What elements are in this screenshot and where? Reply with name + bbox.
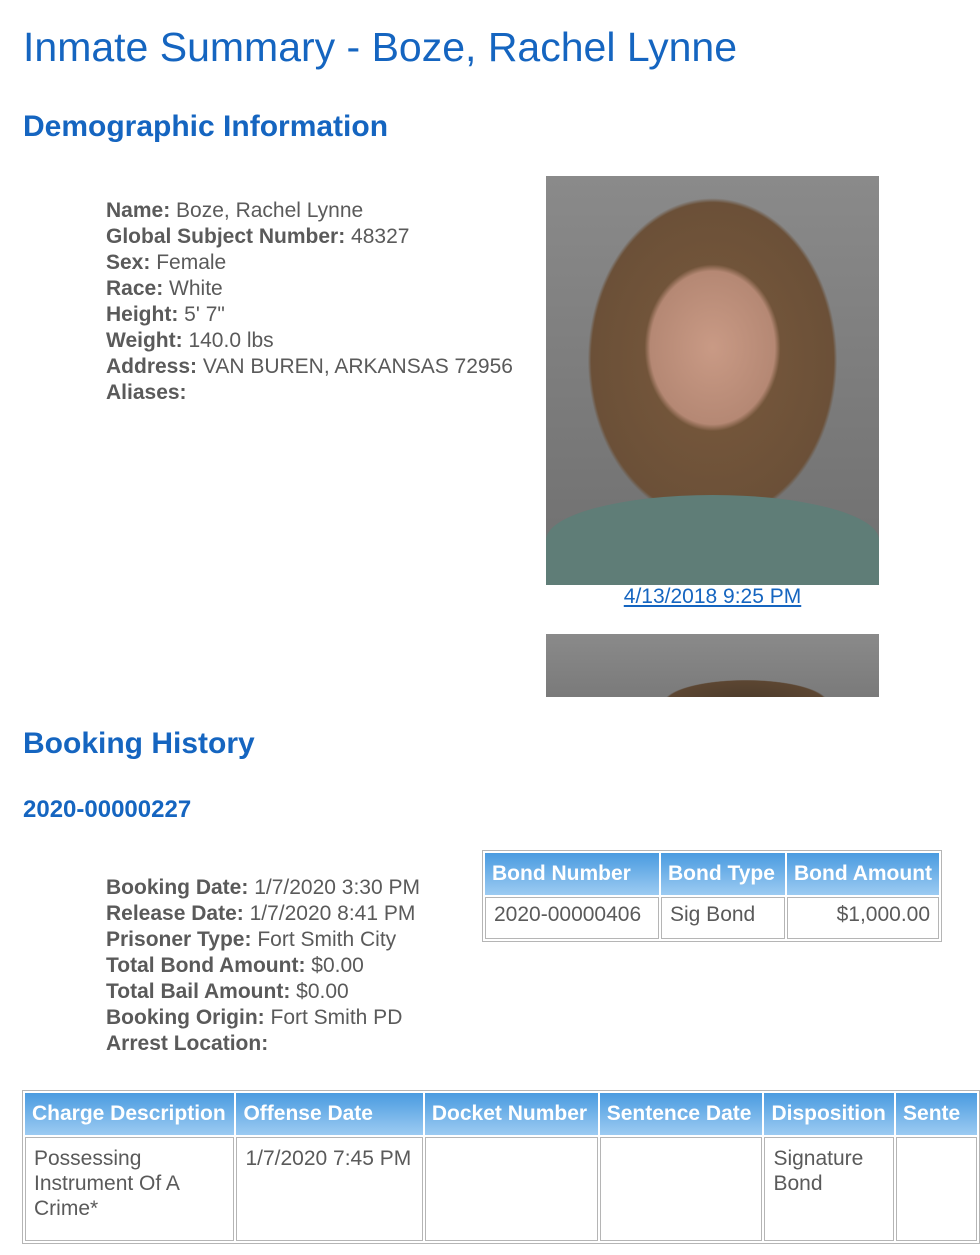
field-label: Release Date: [106,902,244,925]
page-title: Inmate Summary - Boze, Rachel Lynne [23,24,738,70]
field-arrest-location [106,1031,420,1057]
field-label: Prisoner Type: [106,928,252,951]
field-prisoner-type [106,927,420,953]
col-bond-type[interactable]: Bond Type [661,853,785,895]
docket-number-cell [425,1137,598,1241]
charges-header-row [25,1093,977,1135]
field-label: Address: [106,355,198,378]
booking-history-heading: Booking History [23,727,255,760]
field-value: $0.00 [296,980,349,1003]
col-bond-amount[interactable]: Bond Amount [787,853,939,895]
offense-date-cell: 1/7/2020 7:45 PM [236,1137,422,1241]
bond-table [482,850,942,942]
field-weight [106,328,513,354]
photo-date-link[interactable]: 4/13/2018 9:25 PM [623,585,802,608]
field-value: 1/7/2020 8:41 PM [249,902,416,925]
field-race [106,276,513,302]
field-value: 48327 [351,225,410,248]
bond-type-cell: Sig Bond [661,897,785,939]
field-total-bond-amount [106,953,420,979]
field-sex [106,250,513,276]
col-disposition[interactable]: Disposition [764,1093,894,1135]
field-booking-origin [106,1005,420,1031]
col-sentence-date[interactable]: Sentence Date [600,1093,763,1135]
demographic-info [106,198,513,406]
col-offense-date[interactable]: Offense Date [236,1093,422,1135]
table-row [25,1137,977,1241]
field-global-subject-number [106,224,513,250]
mugshot-photo-secondary[interactable] [546,634,879,697]
field-value: 1/7/2020 3:30 PM [254,876,420,899]
field-address [106,354,513,380]
field-value: Boze, Rachel Lynne [176,199,364,222]
col-docket-number[interactable]: Docket Number [425,1093,598,1135]
field-height [106,302,513,328]
bond-number-cell: 2020-00000406 [485,897,659,939]
field-value: Female [156,251,227,274]
field-label: Booking Origin: [106,1006,265,1029]
booking-info [106,875,420,1057]
field-name [106,198,513,224]
field-label: Aliases: [106,381,187,404]
charges-table [22,1090,980,1244]
sentence-cell [896,1137,977,1241]
field-label: Global Subject Number: [106,225,346,248]
col-charge-description[interactable]: Charge Description [25,1093,234,1135]
field-value: $0.00 [311,954,364,977]
photo-shirt [546,495,879,585]
field-label: Total Bail Amount: [106,980,291,1003]
field-label: Name: [106,199,171,222]
field-value: 5' 7" [184,303,225,326]
field-release-date [106,901,420,927]
field-value: VAN BUREN, ARKANSAS 72956 [202,355,513,378]
field-label: Arrest Location: [106,1032,269,1055]
sentence-date-cell [600,1137,763,1241]
booking-number: 2020-00000227 [23,796,192,823]
bond-header-row [485,853,939,895]
field-label: Sex: [106,251,151,274]
col-sentence-truncated[interactable]: Sente [896,1093,977,1135]
bond-amount-cell: $1,000.00 [787,897,939,939]
field-label: Weight: [106,329,183,352]
field-label: Height: [106,303,179,326]
field-value: 140.0 lbs [188,329,274,352]
field-total-bail-amount [106,979,420,1005]
mugshot-photo[interactable] [546,176,879,585]
table-row [485,897,939,939]
field-booking-date [106,875,420,901]
field-value: Fort Smith City [257,928,397,951]
demographic-heading: Demographic Information [23,110,389,143]
field-value: Fort Smith PD [270,1006,403,1029]
field-label: Total Bond Amount: [106,954,306,977]
field-label: Booking Date: [106,876,249,899]
field-label: Race: [106,277,164,300]
field-value: White [169,277,223,300]
charge-description-cell: Possessing Instrument Of A Crime* [25,1137,234,1241]
disposition-cell: Signature Bond [764,1137,894,1241]
field-aliases [106,380,513,406]
col-bond-number[interactable]: Bond Number [485,853,659,895]
